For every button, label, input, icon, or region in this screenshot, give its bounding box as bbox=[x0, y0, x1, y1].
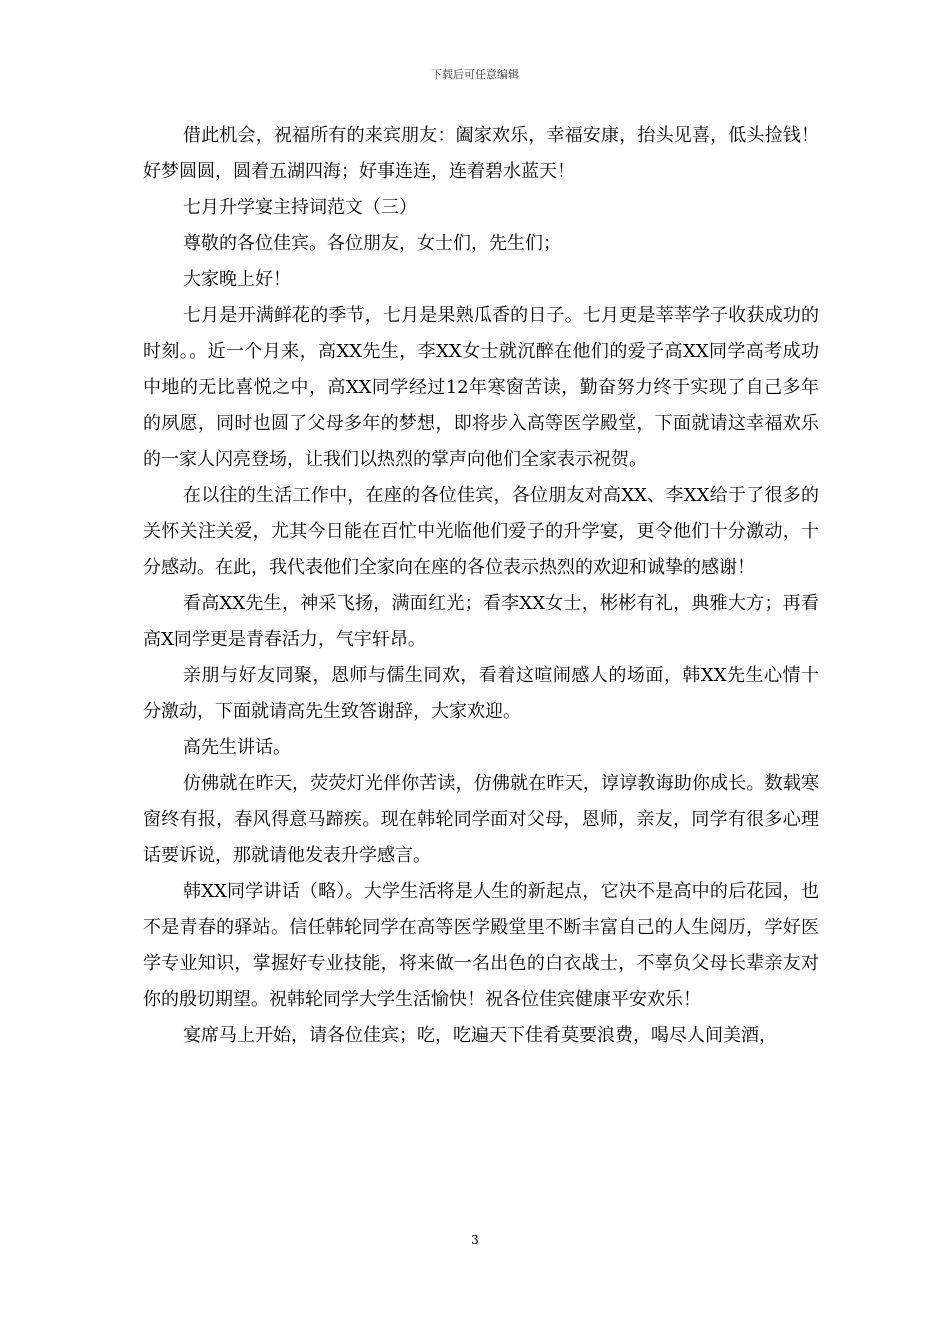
document-body bbox=[143, 118, 819, 1054]
paragraph-july-intro: 七月是开满鲜花的季节，七月是果熟瓜香的日子。七月更是莘莘学子收获成功的时刻。。近一个月来，高XX先生，李XX女士就沉醉在他们的爱子高XX同学高考成功中地的无比喜悦之中，高XX同学经过12年寒窗苦读，勤奋努力终于实现了自己多年的夙愿，同时也圆了父母多年的梦想，即将步入高等医学殿堂，下面就请这幸福欢乐的一家人闪亮登场，让我们以热烈的掌声向他们全家表示祝贺。 bbox=[143, 305, 819, 470]
page-header: 下载后可任意编辑 bbox=[431, 68, 519, 81]
section-title: 七月升学宴主持词范文（三） bbox=[183, 197, 417, 218]
paragraph-good-evening: 大家晚上好！ bbox=[183, 269, 291, 290]
paragraph-invite-speech: 亲朋与好友同聚，恩师与儒生同欢，看着这喧闹感人的场面，韩XX先生心情十分激动，下面就请高先生致答谢辞，大家欢迎。 bbox=[143, 665, 819, 722]
paragraph-speech-note: 高先生讲话。 bbox=[183, 737, 291, 758]
paragraph-blessing: 借此机会，祝福所有的来宾朋友：阖家欢乐，幸福安康，抬头见喜，低头捡钱！好梦圆圆，圆着五湖四海；好事连连，连着碧水蓝天！ bbox=[143, 125, 819, 182]
paragraph-banquet-start: 宴席马上开始，请各位佳宾；吃，吃遍天下佳肴莫要浪费，喝尽人间美酒， bbox=[183, 1025, 777, 1046]
paragraph-family-praise: 看高XX先生，神采飞扬，满面红光；看李XX女士，彬彬有礼，典雅大方；再看高X同学更是青春活力，气宇轩昂。 bbox=[143, 593, 819, 650]
paragraph-greeting-guests: 尊敬的各位佳宾。各位朋友，女士们，先生们； bbox=[183, 233, 561, 254]
page-number: 3 bbox=[471, 1233, 479, 1247]
paragraph-student-intro: 仿佛就在昨天，荧荧灯光伴你苦读，仿佛就在昨天，谆谆教诲助你成长。数载寒窗终有报，春风得意马蹄疾。现在韩轮同学面对父母，恩师，亲友，同学有很多心理话要诉说，那就请他发表升学感言。 bbox=[143, 773, 819, 866]
paragraph-student-wishes: 韩XX同学讲话（略）。大学生活将是人生的新起点，它决不是高中的后花园，也不是青春的驿站。信任韩轮同学在高等医学殿堂里不断丰富自己的人生阅历，学好医学专业知识，掌握好专业技能，将来做一名出色的白衣战士，不辜负父母长辈亲友对你的殷切期望。祝韩轮同学大学生活愉快！祝各位佳宾健康平安欢乐！ bbox=[143, 881, 819, 1010]
paragraph-thanks: 在以往的生活工作中，在座的各位佳宾，各位朋友对高XX、李XX给于了很多的关怀关注关爱，尤其今日能在百忙中光临他们爱子的升学宴，更令他们十分激动，十分感动。在此，我代表他们全家向在座的各位表示热烈的欢迎和诚挚的感谢！ bbox=[143, 485, 819, 578]
